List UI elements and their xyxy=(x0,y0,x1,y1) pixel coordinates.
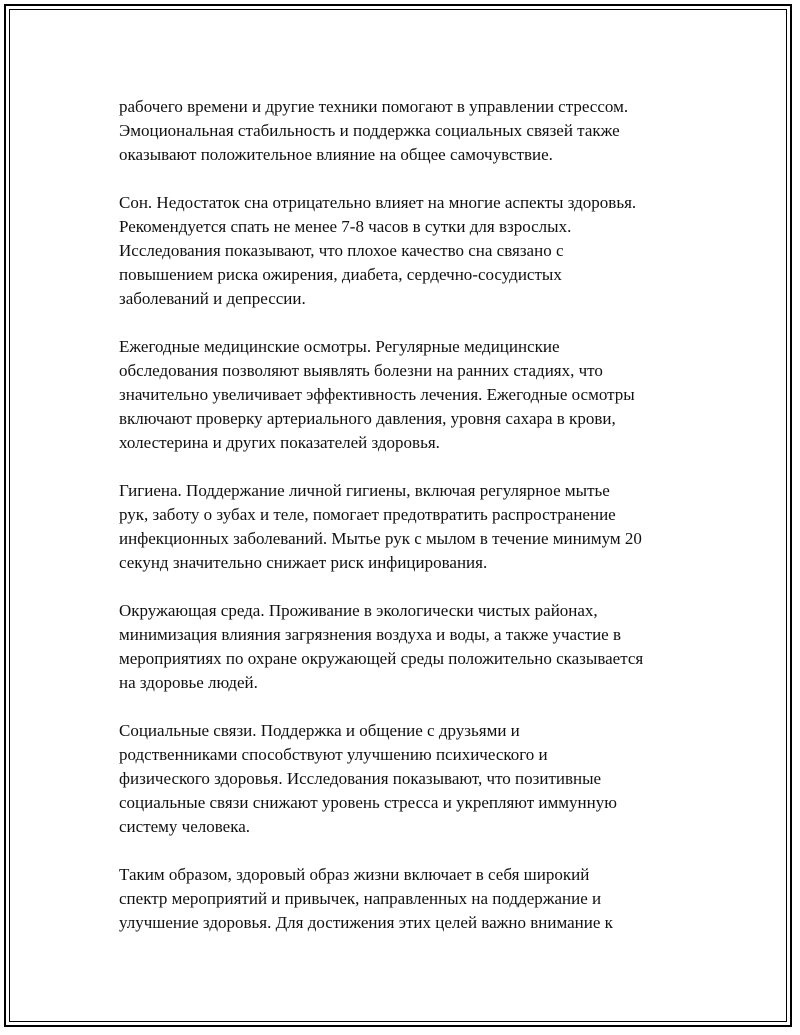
text-line: Социальные связи. Поддержка и общение с друзьями и xyxy=(119,721,520,740)
text-line: систему человека. xyxy=(119,817,251,836)
text-line: Рекомендуется спать не менее 7-8 часов в сутки для взрослых. xyxy=(119,217,572,236)
text-line: рук, заботу о зубах и теле, помогает предотвратить распространение xyxy=(119,505,616,524)
paragraph-conclusion xyxy=(119,863,699,935)
text-line: секунд значительно снижает риск инфицирования. xyxy=(119,553,488,572)
paragraph-hygiene xyxy=(119,479,699,575)
paragraph-environment xyxy=(119,599,699,695)
paragraph-social xyxy=(119,719,699,839)
text-line: улучшение здоровья. Для достижения этих целей важно внимание к xyxy=(119,913,613,932)
text-line: социальные связи снижают уровень стресса и укрепляют иммунную xyxy=(119,793,617,812)
text-line: спектр мероприятий и привычек, направленных на поддержание и xyxy=(119,889,602,908)
text-line: включают проверку артериального давления, уровня сахара в крови, xyxy=(119,409,616,428)
text-line: оказывают положительное влияние на общее самочувствие. xyxy=(119,145,553,164)
text-line: на здоровье людей. xyxy=(119,673,258,692)
paragraph-sleep xyxy=(119,191,699,311)
text-line: инфекционных заболеваний. Мытье рук с мылом в течение минимум 20 xyxy=(119,529,642,548)
text-line: Таким образом, здоровый образ жизни включает в себя широкий xyxy=(119,865,590,884)
text-line: холестерина и других показателей здоровья. xyxy=(119,433,440,452)
text-line: Исследования показывают, что плохое качество сна связано с xyxy=(119,241,564,260)
text-line: Ежегодные медицинские осмотры. Регулярные медицинские xyxy=(119,337,560,356)
paragraph-checkups xyxy=(119,335,699,455)
text-line: физического здоровья. Исследования показывают, что позитивные xyxy=(119,769,602,788)
text-line: Эмоциональная стабильность и поддержка социальных связей также xyxy=(119,121,620,140)
text-line: родственниками способствуют улучшению психического и xyxy=(119,745,548,764)
text-line: повышением риска ожирения, диабета, сердечно-сосудистых xyxy=(119,265,562,284)
text-line: Сон. Недостаток сна отрицательно влияет на многие аспекты здоровья. xyxy=(119,193,637,212)
text-line: обследования позволяют выявлять болезни на ранних стадиях, что xyxy=(119,361,603,380)
text-line: рабочего времени и другие техники помогают в управлении стрессом. xyxy=(119,97,629,116)
text-line: значительно увеличивает эффективность лечения. Ежегодные осмотры xyxy=(119,385,635,404)
text-line: мероприятиях по охране окружающей среды положительно сказывается xyxy=(119,649,644,668)
text-line: Гигиена. Поддержание личной гигиены, включая регулярное мытье xyxy=(119,481,610,500)
document-body xyxy=(119,95,699,959)
text-line: минимизация влияния загрязнения воздуха и воды, а также участие в xyxy=(119,625,621,644)
paragraph-stress xyxy=(119,95,699,167)
text-line: заболеваний и депрессии. xyxy=(119,289,306,308)
text-line: Окружающая среда. Проживание в экологически чистых районах, xyxy=(119,601,598,620)
